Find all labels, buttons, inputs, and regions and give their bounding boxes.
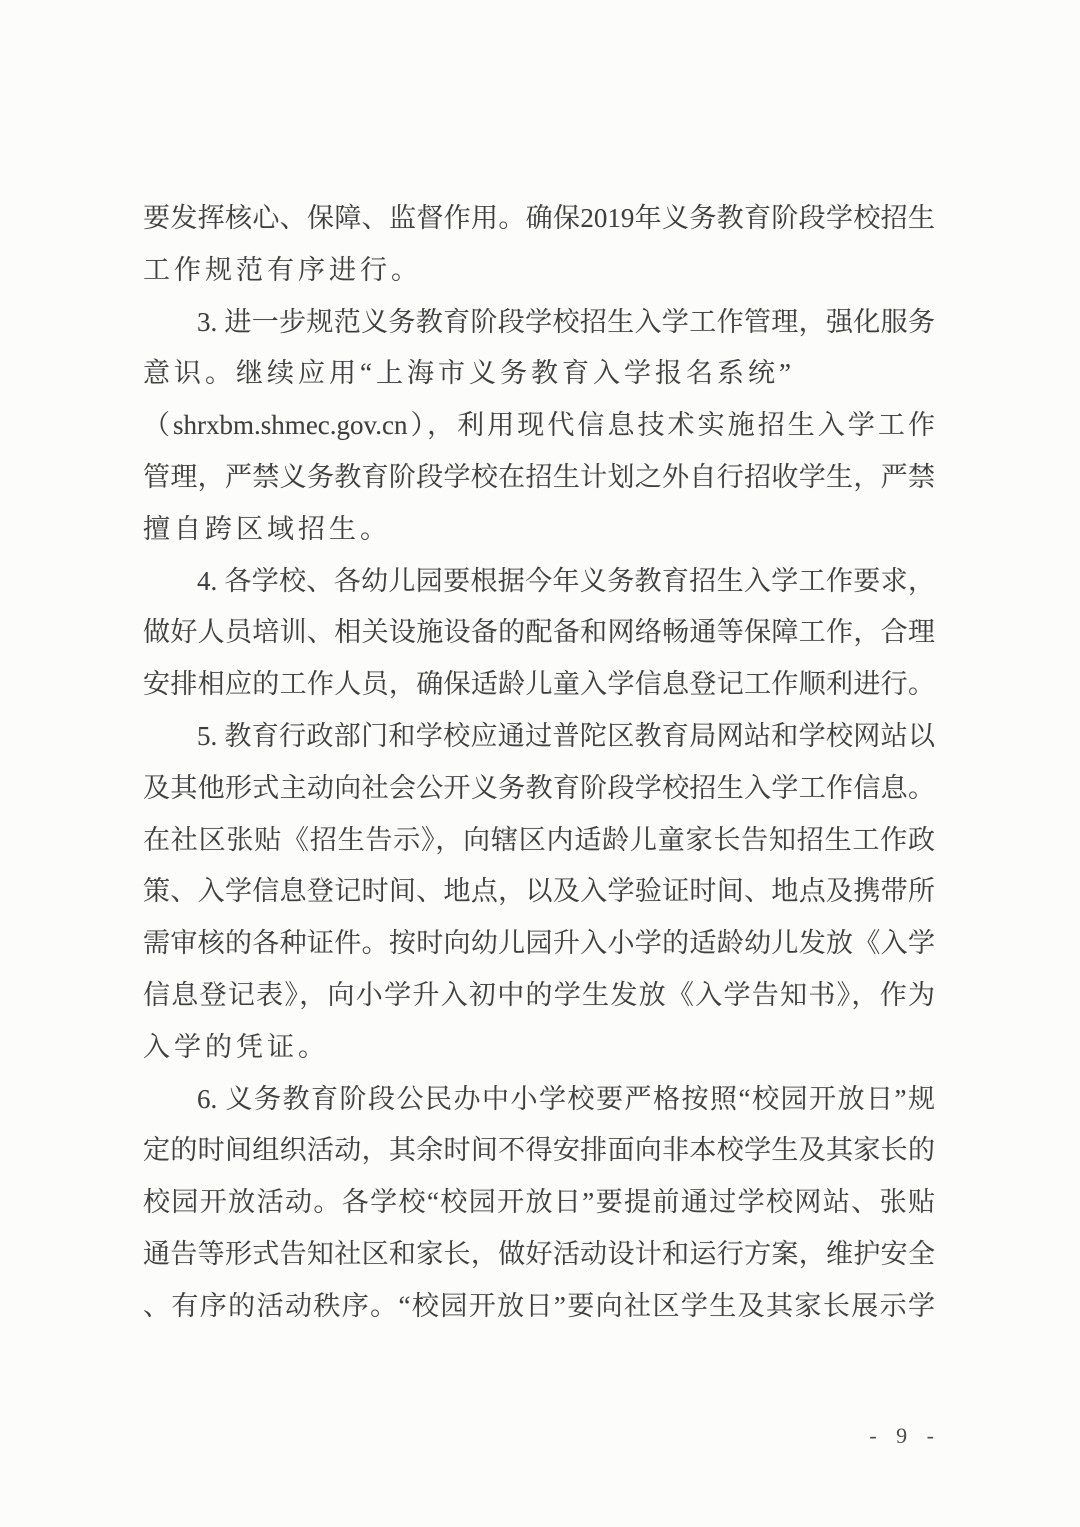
text-line: 信息登记表》，向小学升入初中的学生发放《入学告知书》，作为 <box>143 979 935 1010</box>
text-line: 6. 义务教育阶段公民办中小学校要严格按照“校园开放日”规 <box>197 1083 935 1114</box>
text-line: 做好人员培训、相关设施设备的配备和网络畅通等保障工作，合理 <box>143 617 935 648</box>
text-line: 入学的凭证。 <box>143 1031 329 1062</box>
text-line: 管理，严禁义务教育阶段学校在招生计划之外自行招收学生，严禁 <box>143 461 935 492</box>
document-body <box>143 193 935 1333</box>
text-line: 要发挥核心、保障、监督作用。确保2019年义务教育阶段学校招生 <box>143 203 935 233</box>
text-line: 安排相应的工作人员，确保适龄儿童入学信息登记工作顺利进行。 <box>143 669 935 700</box>
text-line: 4. 各学校、各幼儿园要根据今年义务教育招生入学工作要求， <box>197 565 935 596</box>
page-number: - 9 - <box>869 1423 937 1448</box>
text-line: 在社区张贴《招生告示》，向辖区内适龄儿童家长告知招生工作政 <box>143 824 935 855</box>
text-line: 、有序的活动秩序。“校园开放日”要向社区学生及其家长展示学 <box>143 1290 935 1321</box>
text-line: 5. 教育行政部门和学校应通过普陀区教育局网站和学校网站以 <box>197 720 935 751</box>
text-line: 3. 进一步规范义务教育阶段学校招生入学工作管理，强化服务 <box>197 306 935 337</box>
text-line: 通告等形式告知社区和家长，做好活动设计和运行方案，维护安全 <box>143 1238 935 1269</box>
text-line: 定的时间组织活动，其余时间不得安排面向非本校学生及其家长的 <box>143 1135 935 1166</box>
text-line: 及其他形式主动向社会公开义务教育阶段学校招生入学工作信息。 <box>143 772 935 803</box>
text-line: （shrxbm.shmec.gov.cn），利用现代信息技术实施招生入学工作 <box>143 410 935 441</box>
text-line: 策、入学信息登记时间、地点，以及入学验证时间、地点及携带所 <box>143 876 935 907</box>
text-line: 擅自跨区域招生。 <box>143 513 391 544</box>
text-line: 需审核的各种证件。按时向幼儿园升入小学的适龄幼儿发放《入学 <box>143 928 935 959</box>
text-line: 工作规范有序进行。 <box>143 254 422 285</box>
text-line: 校园开放活动。各学校“校园开放日”要提前通过学校网站、张贴 <box>143 1187 935 1218</box>
text-line: 意识。继续应用“上海市义务教育入学报名系统” <box>143 358 795 389</box>
